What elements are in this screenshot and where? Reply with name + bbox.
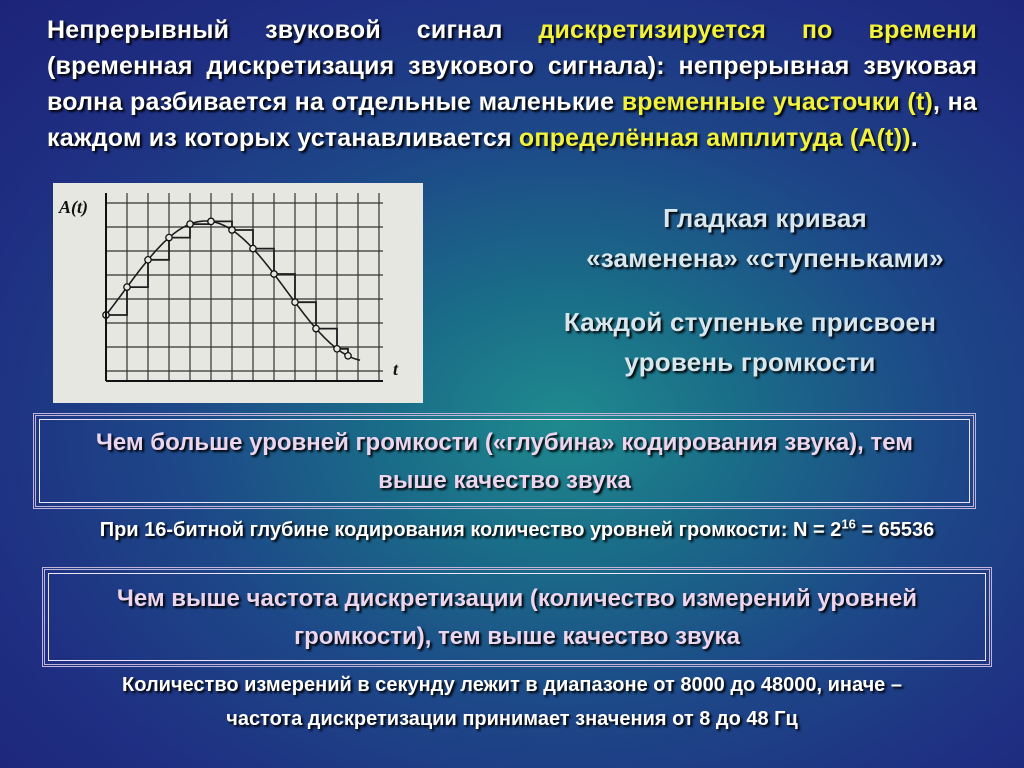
sample-point [208, 218, 214, 224]
note2-line-1: Количество измерений в секунду лежит в диапазоне от 8000 до 48000, иначе – [122, 674, 902, 696]
sample-point [334, 346, 340, 352]
box2-line-1: Чем выше частота дискретизации (количество измерений уровней [116, 585, 918, 612]
sample-point [166, 234, 172, 240]
caption-line-1: Гладкая кривая [663, 203, 867, 233]
box2-line-2: громкости), тем выше качество звука [294, 623, 740, 650]
smooth-wave-curve [106, 221, 360, 360]
sample-point [250, 245, 256, 251]
sampling-graph-svg [53, 183, 423, 403]
bit-depth-note [0, 513, 1024, 547]
intro-paragraph [47, 12, 977, 156]
sampling-graph [53, 183, 423, 403]
sampling-rate-box [42, 567, 992, 667]
bit-depth-box [33, 413, 976, 509]
step-approximation [106, 221, 348, 355]
sample-points [103, 218, 351, 359]
intro-highlight-1: дискретизируется по времени [538, 16, 977, 44]
box1-line-2: выше качество звука [378, 467, 631, 494]
note2-line-2: частота дискретизации принимает значения от 8 до 48 Гц [226, 708, 798, 730]
intro-highlight-2: временные участочки (t) [621, 88, 934, 116]
sample-point [145, 257, 151, 263]
sample-point [345, 353, 351, 359]
note1-suffix: = 65536 [855, 519, 935, 541]
caption-line-4: уровень громкости [624, 347, 876, 377]
box1-line-1: Чем больше уровней громкости («глубина» кодирования звука), тем [95, 429, 914, 456]
intro-text-2: (временная дискретизация звукового сигнала): непрерывная звуковая волна разбивается на отдельные маленькие [47, 52, 977, 116]
sample-point [313, 325, 319, 331]
sample-point [292, 299, 298, 305]
smooth-curve-caption [570, 198, 960, 278]
sample-point [271, 271, 277, 277]
caption-line-3: Каждой ступеньке присвоен [563, 307, 937, 337]
sample-point [229, 227, 235, 233]
intro-text-4: . [910, 124, 918, 152]
y-axis-label: A(t) [59, 197, 88, 217]
intro-text-1: Непрерывный звуковой сигнал [47, 16, 539, 44]
x-axis-label: t [393, 359, 399, 379]
sampling-rate-note [0, 668, 1024, 736]
step-level-caption [555, 302, 945, 382]
intro-highlight-3: определённая амплитуда (А(t)) [518, 124, 911, 152]
caption-line-2: «заменена» «ступеньками» [586, 243, 944, 273]
note1-exponent: 16 [841, 516, 856, 532]
sample-point [124, 284, 130, 290]
sample-point [187, 221, 193, 227]
note1-prefix: При 16-битной глубине кодирования количество уровней громкости: N = 2 [99, 519, 842, 541]
intro-text-3: , на каждом из которых устанавливается [47, 88, 978, 152]
